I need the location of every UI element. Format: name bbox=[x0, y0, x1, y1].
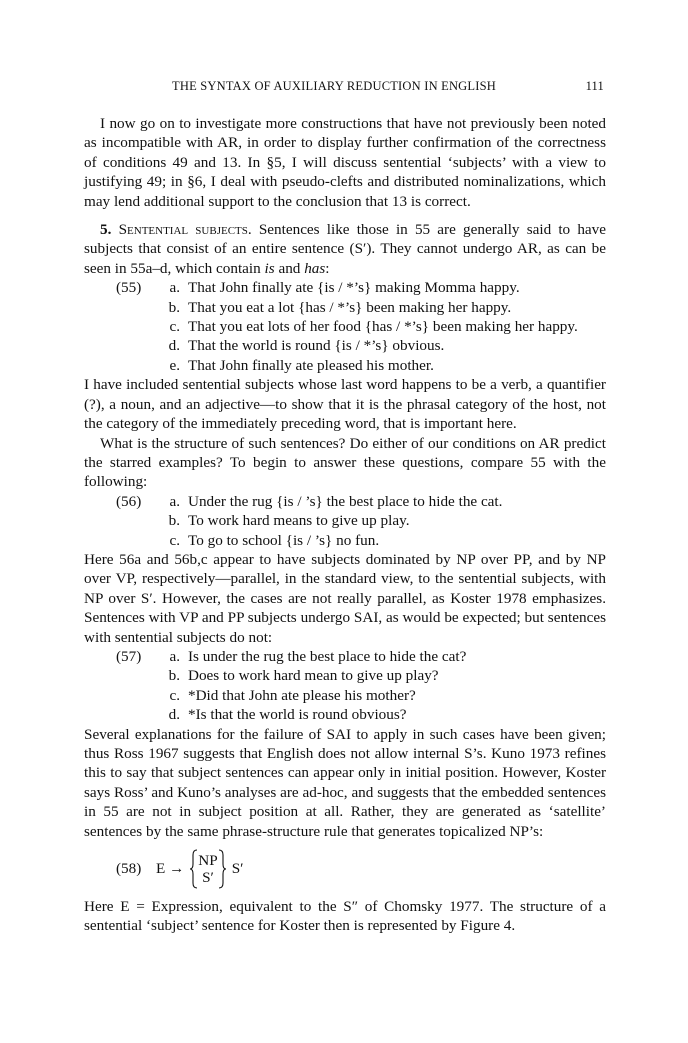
example-label: a. bbox=[169, 492, 180, 510]
example-row bbox=[116, 531, 606, 550]
example-text: That John finally ate pleased his mother. bbox=[188, 356, 434, 374]
example-55 bbox=[84, 278, 606, 375]
example-row bbox=[116, 647, 606, 666]
example-row bbox=[116, 298, 606, 317]
example-text: That the world is round {is / *’s} obvious. bbox=[188, 337, 445, 355]
page-number: 111 bbox=[585, 79, 604, 93]
section-heading: Sentential subjects. bbox=[118, 221, 252, 239]
section-number: 5. bbox=[100, 221, 112, 239]
example-text: To go to school {is / ’s} no fun. bbox=[188, 531, 380, 549]
example-row bbox=[116, 317, 606, 336]
and-word: and bbox=[278, 259, 301, 277]
example-label: c. bbox=[169, 318, 180, 336]
body-text bbox=[84, 114, 606, 936]
example-row bbox=[116, 278, 606, 297]
section-5-text: Sentences like those in 55 are generally said to have subjects that consist of an entire sentence (S′). They cannot undergo AR, as can be seen in 55a–d, which contain bbox=[84, 221, 607, 277]
example-label: c. bbox=[169, 686, 180, 704]
example-text: To work hard means to give up play. bbox=[188, 512, 410, 530]
option-s-bar: S′ bbox=[202, 869, 214, 887]
rule-number: (58) bbox=[116, 860, 142, 878]
left-brace-icon bbox=[190, 849, 198, 889]
example-57 bbox=[84, 647, 606, 725]
paragraph-sai-explanations: Several explanations for the failure of SAI to apply in such cases have been given; thus Ross 1967 suggests that English does not allow internal S’s. Kuno 1973 refines this to say that subject sentences can appear only in initial position. However, Koster says Ross’ and Kuno’s analyses are ad-hoc, and suggests that the embedded sentences in 55 are not in subject position at all. Rather, they are generated as ‘satellite’ sentences by the same phrase-structure rule that generates topicalized NP’s: bbox=[84, 725, 606, 840]
paragraph-structure-question: What is the structure of such sentences? Do either of our conditions on AR predict the starred examples? To begin to answer these questions, compare 55 with the following: bbox=[84, 434, 606, 491]
example-label: a. bbox=[169, 647, 180, 665]
paragraph-sentential-subjects: I have included sentential subjects whose last word happens to be a verb, a quantifier (?), a noun, and an adjective—to show that it is the phrasal category of the host, not the category of the immediately preceding word, that is important here. bbox=[84, 376, 606, 433]
phrase-structure-rule-58 bbox=[84, 841, 606, 897]
example-label: b. bbox=[168, 512, 180, 530]
example-text: That John finally ate {is / *’s} making Momma happy. bbox=[188, 279, 520, 297]
example-text: Under the rug {is / ’s} the best place to hide the cat. bbox=[188, 492, 503, 510]
example-label: d. bbox=[168, 706, 180, 724]
right-brace-icon bbox=[218, 849, 226, 889]
example-text: Does to work hard mean to give up play? bbox=[188, 667, 439, 685]
rule-rhs: S′ bbox=[231, 860, 244, 878]
example-text: *Did that John ate please his mother? bbox=[188, 686, 416, 704]
option-np: NP bbox=[198, 852, 218, 870]
example-text: *Is that the world is round obvious? bbox=[188, 706, 407, 724]
example-row bbox=[116, 492, 606, 511]
running-header bbox=[84, 79, 604, 99]
rule-lhs: E → bbox=[156, 860, 185, 878]
colon: : bbox=[325, 259, 330, 277]
example-row bbox=[116, 705, 606, 724]
section-5-paragraph bbox=[84, 220, 606, 278]
example-number: (56) bbox=[116, 492, 142, 510]
example-label: b. bbox=[168, 298, 180, 316]
example-row bbox=[116, 666, 606, 685]
example-row bbox=[116, 686, 606, 705]
example-text: That you eat a lot {has / *’s} been making her happy. bbox=[188, 298, 512, 316]
example-row bbox=[116, 356, 606, 375]
paragraph-parallel-subjects: Here 56a and 56b,c appear to have subjects dominated by NP over PP, and by NP over VP, respectively—parallel, in the standard view, to the sentential subjects, with NP over S′. However, the cases are not really parallel, as Koster 1978 emphasizes. Sentences with VP and PP subjects undergo SAI, as would be expected; but sentences with sentential subjects do not: bbox=[84, 550, 606, 646]
example-text: That you eat lots of her food {has / *’s} been making her happy. bbox=[188, 318, 578, 336]
example-row bbox=[116, 511, 606, 530]
example-row bbox=[116, 336, 606, 355]
example-label: d. bbox=[168, 337, 180, 355]
example-label: b. bbox=[168, 667, 180, 685]
example-text: Is under the rug the best place to hide the cat? bbox=[188, 647, 467, 665]
example-56 bbox=[84, 492, 606, 550]
italic-is: is bbox=[264, 259, 275, 277]
example-number: (57) bbox=[116, 647, 142, 665]
brace-options bbox=[198, 852, 217, 886]
example-label: c. bbox=[169, 531, 180, 549]
example-label: e. bbox=[169, 356, 180, 374]
example-number: (55) bbox=[116, 279, 142, 297]
italic-has: has bbox=[304, 259, 326, 277]
running-title: THE SYNTAX OF AUXILIARY REDUCTION IN ENGLISH bbox=[172, 79, 496, 93]
paragraph-expression-definition: Here E = Expression, equivalent to the S″ of Chomsky 1977. The structure of a sentential ‘subject’ sentence for Koster then is represented by Figure 4. bbox=[84, 898, 606, 935]
brace-group bbox=[190, 849, 225, 889]
example-label: a. bbox=[169, 279, 180, 297]
paragraph-intro: I now go on to investigate more constructions that have not previously been noted as incompatible with AR, in order to display further confirmation of the correctness of conditions 49 and 13. In §5, I will discuss sentential ‘subjects’ with a view to justifying 49; in §6, I deal with pseudo-clefts and distributed nominalizations, which may lend additional support to the conclusion that 13 is correct. bbox=[84, 115, 606, 210]
